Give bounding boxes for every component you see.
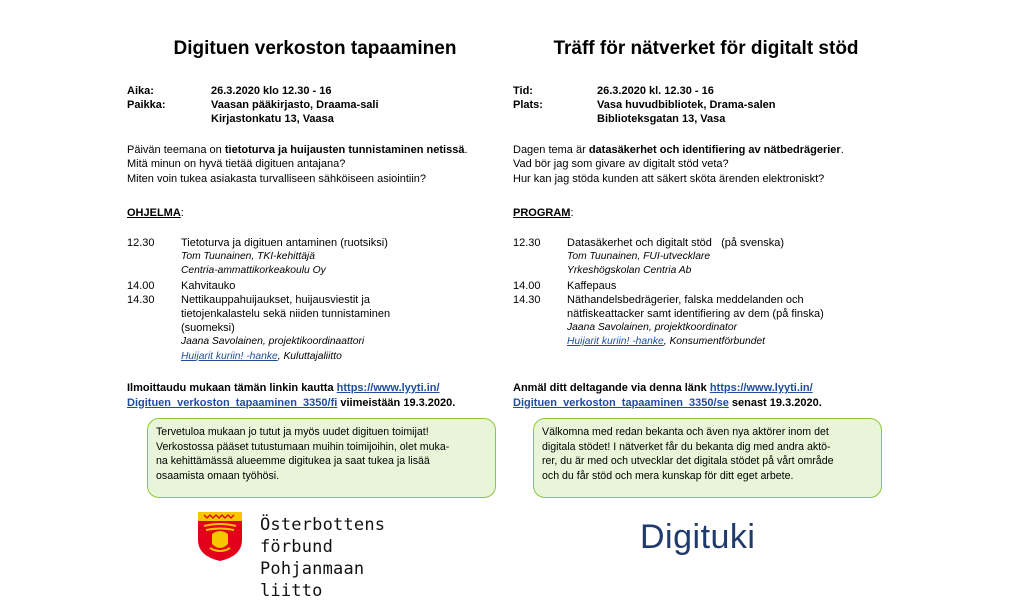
registration-link-path[interactable]: Digituen_verkoston_tapaaminen_3350/se xyxy=(513,396,729,409)
program-speaker: Tom Tuunainen, TKI-kehittäjä xyxy=(181,251,315,263)
intro-theme: tietoturva ja huijausten tunnistaminen netissä xyxy=(224,144,465,156)
bubble-line: osaamista omaan työhösi. xyxy=(156,469,280,482)
program-time: 14.00 xyxy=(127,279,155,292)
bubble-line: rer, du är med och utvecklar det digitala stödet på vårt område xyxy=(542,455,834,468)
program-heading-text: OHJELMA xyxy=(127,207,181,219)
place-label: Plats: xyxy=(513,99,543,111)
intro-question-1: Mitä minun on hyvä tietää digituen antajana? xyxy=(127,158,346,171)
time-value: 26.3.2020 klo 12.30 - 16 xyxy=(211,85,332,97)
page-title-sv: Träff för nätverket för digitalt stöd xyxy=(553,38,859,59)
registration-text: Anmäl ditt deltagande via denna länk xyxy=(513,382,710,394)
intro-question-2: Hur kan jag stöda kunden att säkert sköta ärenden elektroniskt? xyxy=(513,172,825,185)
program-speaker: Tom Tuunainen, FUI-utvecklare xyxy=(567,251,711,263)
program-list-sv xyxy=(513,236,887,350)
project-link[interactable]: Huijarit kuriin! -hanke xyxy=(181,350,278,362)
program-item xyxy=(127,236,501,279)
coat-of-arms-icon xyxy=(196,510,244,562)
program-title: Nettikauppahuijaukset, huijausviestit ja xyxy=(181,293,370,306)
place-line2: Biblioteksgatan 13, Vasa xyxy=(597,113,726,125)
registration-fi xyxy=(127,381,455,410)
bubble-line: Tervetuloa mukaan jo tutut ja myös uudet digituen toimijat! xyxy=(156,426,429,438)
registration-text: Ilmoittaudu mukaan tämän linkin kautta xyxy=(127,382,337,394)
registration-link-path[interactable]: Digituen_verkoston_tapaaminen_3350/fi xyxy=(127,396,338,409)
welcome-bubble-sv xyxy=(533,418,882,498)
project-org: , Kuluttajaliitto xyxy=(277,350,342,362)
event-details-fi xyxy=(127,84,379,126)
program-item xyxy=(513,293,887,350)
program-time: 12.30 xyxy=(127,237,155,249)
registration-link[interactable]: https://www.lyyti.in/ xyxy=(709,382,813,394)
osterbotten-logo xyxy=(196,508,436,601)
bubble-line: na kehittämässä alueemme digitukea ja saat tukea ja lisää xyxy=(156,455,430,468)
program-speaker: Jaana Savolainen, projektkoordinator xyxy=(567,322,738,334)
logo-line-sv: Österbottens förbund xyxy=(260,515,386,557)
program-title: tietojenkalastelu sekä niiden tunnistaminen xyxy=(181,308,391,321)
intro-question-1: Vad bör jag som givare av digitalt stöd veta? xyxy=(513,158,729,171)
registration-deadline: senast 19.3.2020. xyxy=(728,396,822,409)
bubble-line: Välkomna med redan bekanta och även nya aktörer inom det xyxy=(542,426,829,438)
page-title-fi: Digituen verkoston tapaaminen xyxy=(173,38,457,59)
program-title: Kaffepaus xyxy=(567,279,617,292)
program-title: Tietoturva ja digituen antaminen (ruotsiksi) xyxy=(181,237,388,249)
project-link[interactable]: Huijarit kuriin! -hanke xyxy=(567,336,664,348)
welcome-bubble-fi xyxy=(147,418,496,498)
registration-deadline: viimeistään 19.3.2020. xyxy=(337,396,456,409)
program-item xyxy=(513,236,887,279)
program-title: (suomeksi) xyxy=(181,322,235,335)
place-line1: Vaasan pääkirjasto, Draama-sali xyxy=(211,99,379,111)
program-title: Näthandelsbedrägerier, falska meddelanden och xyxy=(567,293,804,306)
project-org: , Konsumentförbundet xyxy=(663,336,766,348)
logo-line-fi: Pohjanmaan liitto xyxy=(260,559,365,601)
program-title: nätfiskeattacker samt identifiering av dem (på finska) xyxy=(567,308,824,321)
program-speaker: Jaana Savolainen, projektikoordinaattori xyxy=(181,336,365,348)
program-time: 12.30 xyxy=(513,237,541,249)
bubble-line: digitala stödet! I nätverket får du bekanta dig med andra aktö- xyxy=(542,440,831,453)
program-item xyxy=(127,279,501,293)
intro-end: . xyxy=(464,144,468,156)
intro-text: Päivän teemana on xyxy=(127,144,225,156)
program-colon: : xyxy=(180,207,184,219)
program-org: Yrkeshögskolan Centria Ab xyxy=(567,265,692,277)
logo-text xyxy=(260,514,436,602)
time-value: 26.3.2020 kl. 12.30 - 16 xyxy=(597,85,714,97)
bubble-line: och du får stöd och mera kunskap för ditt eget arbete. xyxy=(542,469,794,482)
program-colon: : xyxy=(570,207,574,219)
program-heading-sv xyxy=(513,207,574,219)
place-line2: Kirjastonkatu 13, Vaasa xyxy=(211,113,334,125)
program-heading-text: PROGRAM xyxy=(513,207,571,219)
bubble-line: Verkostossa pääset tutustumaan muihin toimijoihin, olet muka- xyxy=(156,440,450,453)
program-title: Datasäkerhet och digitalt stöd (på svenska) xyxy=(567,237,785,249)
registration-link[interactable]: https://www.lyyti.in/ xyxy=(336,382,440,394)
program-item xyxy=(127,293,501,364)
registration-sv xyxy=(513,381,822,410)
intro-sv xyxy=(513,143,844,186)
intro-fi xyxy=(127,143,468,186)
program-heading-fi xyxy=(127,207,184,219)
place-label: Paikka: xyxy=(127,99,166,111)
program-title: Kahvitauko xyxy=(181,279,236,292)
program-org: Centria-ammattikorkeakoulu Oy xyxy=(181,265,326,277)
program-time: 14.30 xyxy=(127,293,155,306)
intro-question-2: Miten voin tukea asiakasta turvalliseen sähköiseen asiointiin? xyxy=(127,172,427,185)
time-label: Aika: xyxy=(127,85,154,97)
intro-text: Dagen tema är xyxy=(513,144,589,156)
program-list-fi xyxy=(127,236,501,364)
intro-theme: datasäkerhet och identifiering av nätbedrägerier xyxy=(588,144,841,156)
program-time: 14.00 xyxy=(513,279,541,292)
event-details-sv xyxy=(513,84,776,126)
time-label: Tid: xyxy=(513,85,533,97)
place-line1: Vasa huvudbibliotek, Drama-salen xyxy=(597,99,776,111)
program-time: 14.30 xyxy=(513,293,541,306)
digituki-logo: Digituki xyxy=(640,518,756,556)
program-item xyxy=(513,279,887,293)
intro-end: . xyxy=(840,144,844,156)
